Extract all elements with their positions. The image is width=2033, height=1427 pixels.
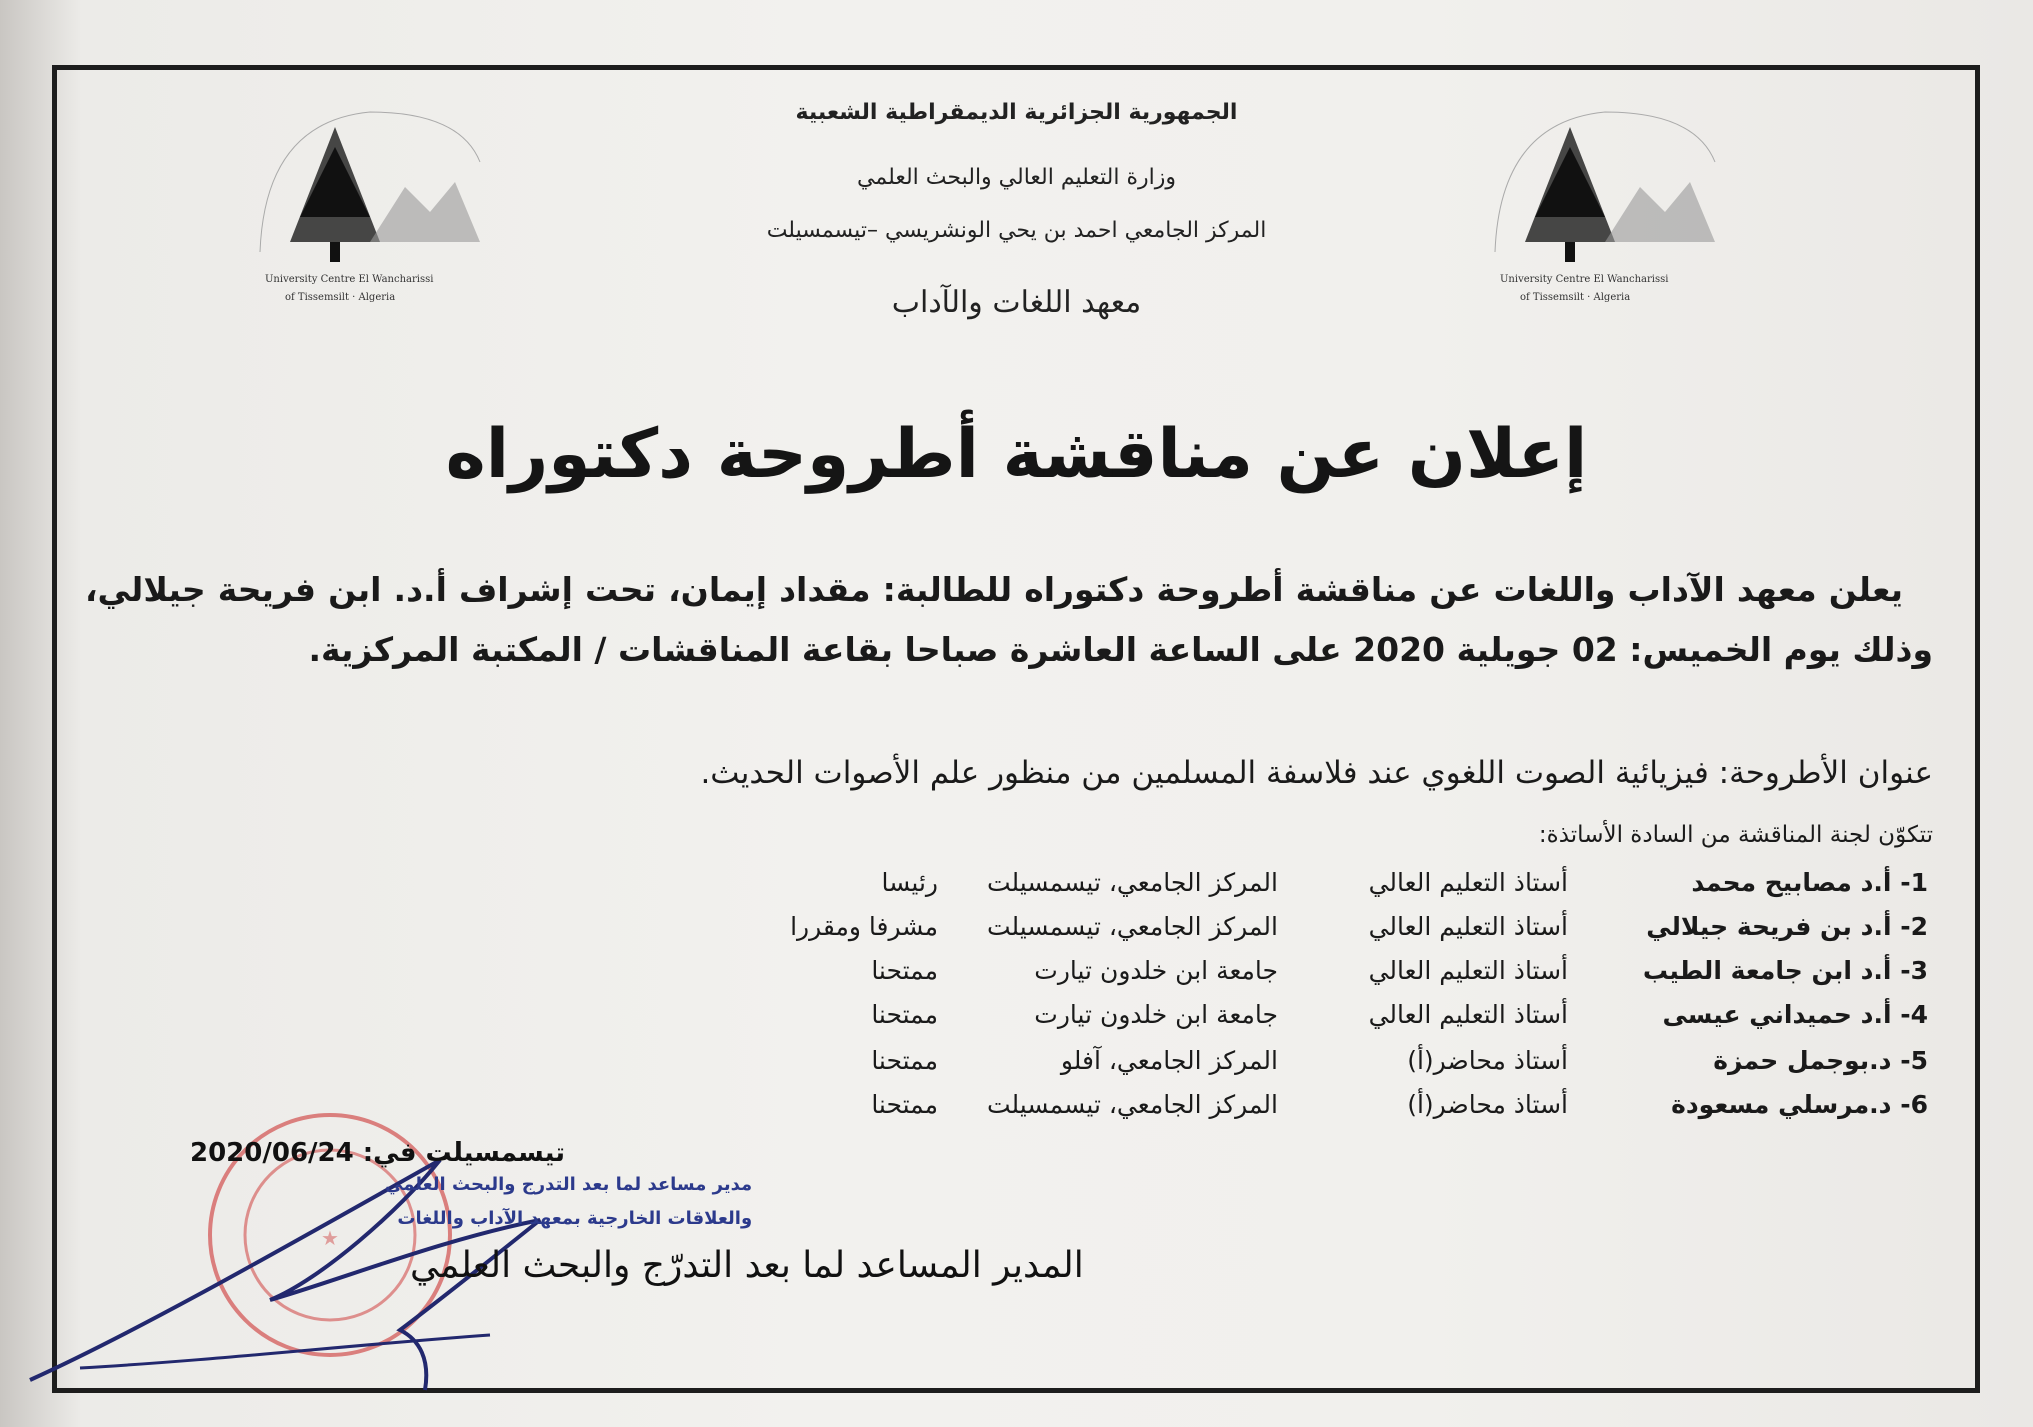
stamp-line: والعلاقات الخارجية بمعهد الآداب واللغات [397,1208,753,1229]
committee-row [600,956,1928,996]
member-rank: أستاذ التعليم العالي [1368,1000,1568,1029]
member-name: 3- أ.د ابن جامعة الطيب [1642,956,1928,985]
committee-row [600,1000,1928,1040]
signature-title: المدير المساعد لما بعد التدرّج والبحث العلمي [410,1245,1084,1286]
header-center: المركز الجامعي احمد بن يحي الونشريسي –تيسمسيلت [766,218,1267,243]
member-institution: جامعة ابن خلدون تيارت [1034,1000,1278,1029]
thesis-title: عنوان الأطروحة: فيزيائية الصوت اللغوي عند فلاسفة المسلمين من منظور علم الأصوات الحديث. [700,755,1933,791]
logo-caption-line1: University Centre El Wancharissi [265,274,434,285]
member-role: ممتحنا [871,956,938,985]
member-institution: جامعة ابن خلدون تيارت [1034,956,1278,985]
member-rank: أستاذ محاضر(أ) [1407,1046,1568,1075]
committee-intro: تتكوّن لجنة المناقشة من السادة الأساتذة: [1538,822,1933,848]
header-ministry: وزارة التعليم العالي والبحث العلمي [857,165,1176,190]
member-rank: أستاذ محاضر(أ) [1407,1090,1568,1119]
member-rank: أستاذ التعليم العالي [1368,868,1568,897]
member-name: 2- أ.د بن فريحة جيلالي [1646,912,1928,941]
committee-row [600,1046,1928,1086]
member-role: ممتحنا [871,1046,938,1075]
member-role: رئيسا [881,868,938,897]
university-logo-right [1455,92,1745,312]
member-institution: المركز الجامعي، تيسمسيلت [986,868,1278,897]
page-title: إعلان عن مناقشة أطروحة دكتوراه [445,415,1588,494]
member-role: ممتحنا [871,1090,938,1119]
date-line: تيسمسيلت في: 2020/06/24 [190,1138,566,1168]
committee-row [600,868,1928,908]
member-role: مشرفا ومقررا [790,912,938,941]
logo-caption-line2: of Tissemsilt · Algeria [285,292,396,303]
member-name: 4- أ.د حميداني عيسى [1662,1000,1928,1029]
member-rank: أستاذ التعليم العالي [1368,956,1568,985]
logo-caption-line2: of Tissemsilt · Algeria [1520,292,1631,303]
member-name: 6- د.مرسلي مسعودة [1671,1090,1928,1119]
stamp-text [385,1168,752,1236]
committee-row [600,1090,1928,1130]
announcement-paragraph: يعلن معهد الآداب واللغات عن مناقشة أطروحة دكتوراه للطالبة: مقداد إيمان، تحت إشراف أ.د. ابن فريحة جيلالي، وذلك يوم الخميس: 02 جويلية 2020 على الساعة العاشرة صباحا بقاعة المناقشات / المكتبة المركزية. [85,570,1933,669]
member-role: ممتحنا [871,1000,938,1029]
header-republic: الجمهورية الجزائرية الديمقراطية الشعبية [795,100,1238,125]
committee-row [600,912,1928,952]
stamp-line: مدير مساعد لما بعد التدرج والبحث العلمي [385,1174,753,1195]
svg-text:★: ★ [321,1226,339,1250]
member-rank: أستاذ التعليم العالي [1368,912,1568,941]
member-institution: المركز الجامعي، آفلو [1060,1046,1278,1075]
member-name: 1- أ.د مصابيح محمد [1691,868,1928,897]
member-institution: المركز الجامعي، تيسمسيلت [986,1090,1278,1119]
header-institute: معهد اللغات والآداب [891,285,1142,320]
member-name: 5- د.بوجمل حمزة [1713,1046,1928,1075]
university-logo-left [220,92,510,312]
member-institution: المركز الجامعي، تيسمسيلت [986,912,1278,941]
logo-caption-line1: University Centre El Wancharissi [1500,274,1669,285]
